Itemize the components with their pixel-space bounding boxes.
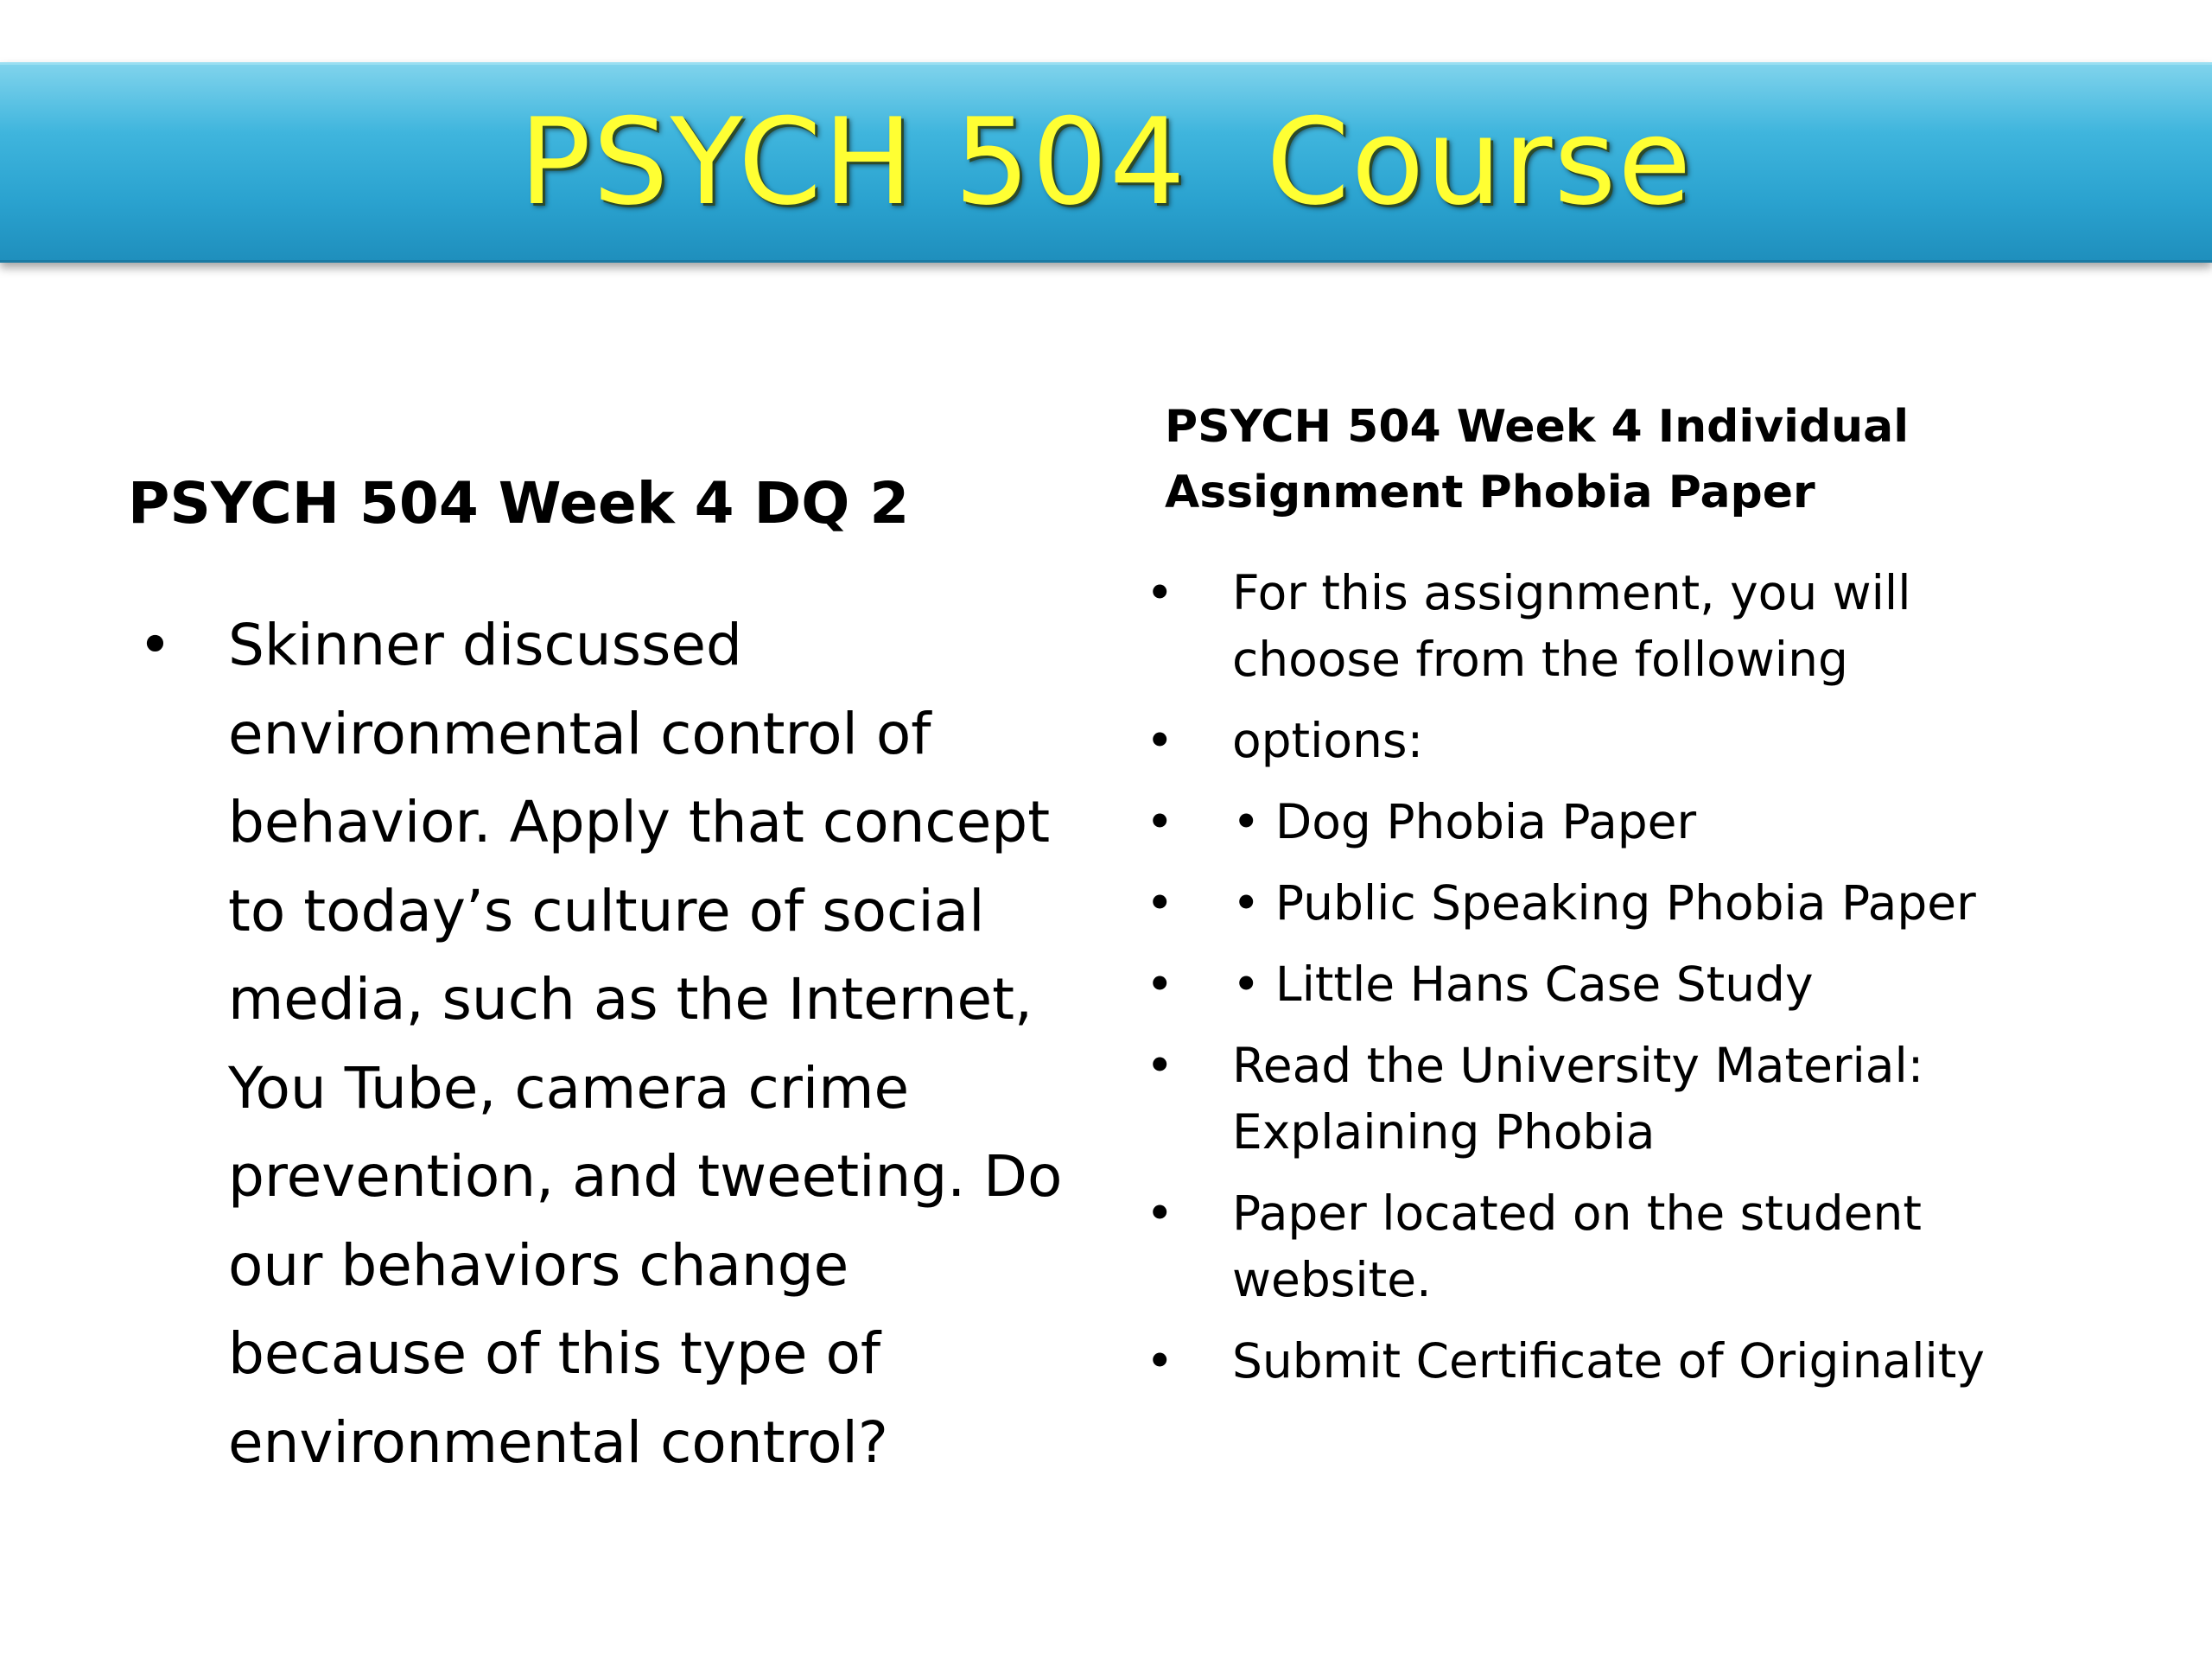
list-item-text: • Little Hans Case Study [1232,957,1814,1012]
list-item [138,601,1089,1487]
list-item [1146,870,2200,937]
list-item-text: • Public Speaking Phobia Paper [1232,875,1976,931]
bullet-icon: • [1146,794,1174,849]
list-item [1146,1328,2200,1395]
bullet-icon: • [1146,1333,1174,1389]
bullet-icon: • [1146,713,1174,768]
list-item-text: For this assignment, you will choose from the following [1232,565,1911,687]
list-item [1146,951,2200,1018]
list-item-text: Skinner discussed environmental control of behavior. Apply that concept to today’s culture of social media, such as the Internet, You Tube, camera crime prevention, and tweeting. Do our behaviors change because of this type of environmental control? [228,612,1063,1476]
title-banner [0,62,2212,263]
bullet-icon: • [138,612,172,678]
bullet-icon: • [1146,875,1174,931]
bullet-icon: • [1146,1038,1174,1093]
list-item [1146,1180,2200,1313]
left-column-heading: PSYCH 504 Week 4 DQ 2 [128,470,910,537]
right-bullet-list [1146,560,2200,1409]
list-item-text: Read the University Material: Explaining Phobia [1232,1038,1924,1160]
list-item-text: options: [1232,713,1424,768]
list-item [1146,789,2200,855]
slide-title: PSYCH 504 Course [518,92,1694,232]
list-item-text: • Dog Phobia Paper [1232,794,1697,849]
bullet-icon: • [1146,1185,1174,1241]
list-item [1146,1033,2200,1166]
left-bullet-list [138,601,1089,1487]
bullet-icon: • [1146,565,1174,620]
bullet-icon: • [1146,957,1174,1012]
list-item [1146,708,2200,774]
list-item-text: Submit Certificate of Originality [1232,1333,1985,1389]
right-column-heading: PSYCH 504 Week 4 Individual Assignment Phobia Paper [1165,401,1910,518]
list-item-text: Paper located on the student website. [1232,1185,1922,1307]
list-item [1146,560,2200,693]
